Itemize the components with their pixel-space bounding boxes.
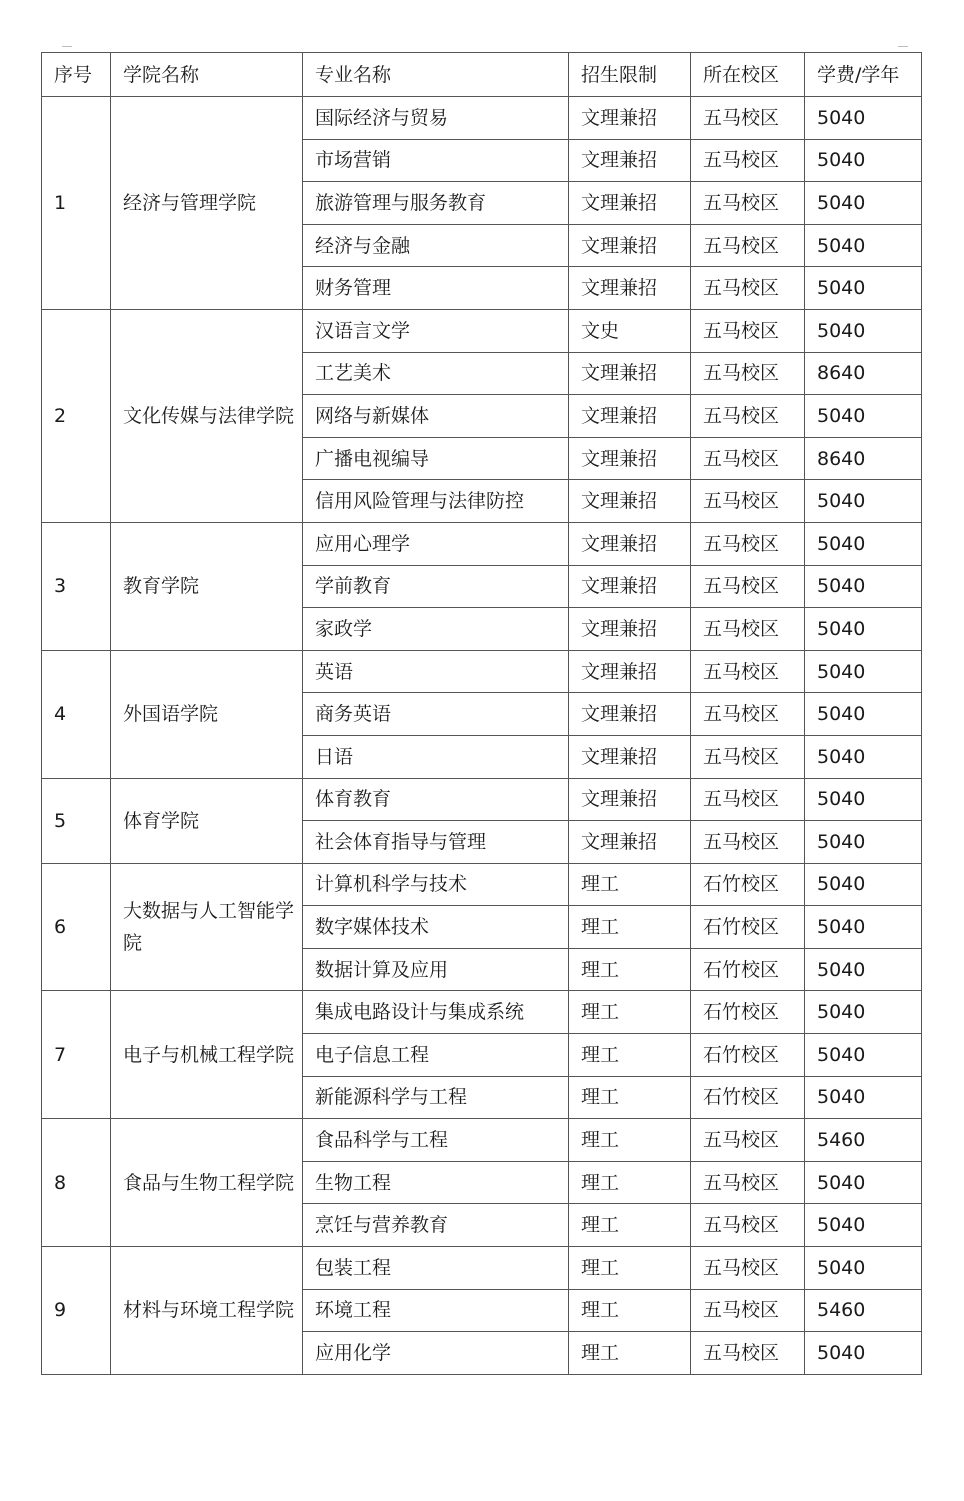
table-row [42,778,922,821]
tuition-cell: 5040 [805,1247,922,1290]
tuition-cell: 8640 [805,352,922,395]
tuition-cell: 5040 [805,1034,922,1077]
enrollment-limit-cell: 文理兼招 [569,267,691,310]
index-cell: 2 [42,309,111,522]
enrollment-limit-cell: 文理兼招 [569,395,691,438]
campus-cell: 石竹校区 [691,991,805,1034]
tuition-cell: 5040 [805,906,922,949]
major-cell: 新能源科学与工程 [303,1076,569,1119]
tuition-cell: 5460 [805,1119,922,1162]
college-cell: 大数据与人工智能学院 [111,863,303,991]
enrollment-limit-cell: 文史 [569,309,691,352]
enrollment-limit-cell: 文理兼招 [569,182,691,225]
campus-cell: 石竹校区 [691,1076,805,1119]
campus-cell: 五马校区 [691,693,805,736]
index-cell: 4 [42,650,111,778]
major-cell: 国际经济与贸易 [303,97,569,140]
major-cell: 食品科学与工程 [303,1119,569,1162]
table-row [42,863,922,906]
tuition-cell: 5040 [805,650,922,693]
college-cell: 体育学院 [111,778,303,863]
index-cell: 3 [42,522,111,650]
major-cell: 学前教育 [303,565,569,608]
campus-cell: 五马校区 [691,1161,805,1204]
major-cell: 数字媒体技术 [303,906,569,949]
enrollment-limit-cell: 理工 [569,991,691,1034]
campus-cell: 五马校区 [691,1204,805,1247]
tuition-cell: 5040 [805,139,922,182]
tuition-cell: 5040 [805,224,922,267]
major-cell: 家政学 [303,608,569,651]
majors-tuition-table [41,52,922,1375]
tuition-cell: 5040 [805,608,922,651]
campus-cell: 五马校区 [691,821,805,864]
enrollment-limit-cell: 理工 [569,1161,691,1204]
major-cell: 英语 [303,650,569,693]
index-cell: 8 [42,1119,111,1247]
major-cell: 汉语言文学 [303,309,569,352]
campus-cell: 五马校区 [691,437,805,480]
tuition-cell: 5040 [805,97,922,140]
major-cell: 旅游管理与服务教育 [303,182,569,225]
major-cell: 环境工程 [303,1289,569,1332]
campus-cell: 五马校区 [691,267,805,310]
enrollment-limit-cell: 理工 [569,948,691,991]
tuition-cell: 5040 [805,267,922,310]
campus-cell: 五马校区 [691,224,805,267]
header-campus: 所在校区 [691,53,805,97]
major-cell: 电子信息工程 [303,1034,569,1077]
enrollment-limit-cell: 理工 [569,1332,691,1375]
campus-cell: 五马校区 [691,565,805,608]
tuition-cell: 5040 [805,522,922,565]
campus-cell: 石竹校区 [691,863,805,906]
campus-cell: 五马校区 [691,97,805,140]
index-cell: 9 [42,1247,111,1375]
major-cell: 数据计算及应用 [303,948,569,991]
major-cell: 日语 [303,735,569,778]
campus-cell: 五马校区 [691,480,805,523]
enrollment-limit-cell: 文理兼招 [569,352,691,395]
table-row [42,309,922,352]
college-cell: 食品与生物工程学院 [111,1119,303,1247]
enrollment-limit-cell: 文理兼招 [569,224,691,267]
enrollment-limit-cell: 文理兼招 [569,139,691,182]
college-cell: 材料与环境工程学院 [111,1247,303,1375]
enrollment-limit-cell: 理工 [569,1119,691,1162]
index-cell: 5 [42,778,111,863]
major-cell: 集成电路设计与集成系统 [303,991,569,1034]
table-row [42,650,922,693]
major-cell: 烹饪与营养教育 [303,1204,569,1247]
campus-cell: 五马校区 [691,309,805,352]
header-index: 序号 [42,53,111,97]
table-header-row [42,53,922,97]
table-row [42,522,922,565]
major-cell: 网络与新媒体 [303,395,569,438]
enrollment-limit-cell: 文理兼招 [569,650,691,693]
campus-cell: 石竹校区 [691,948,805,991]
table-row [42,991,922,1034]
corner-mark [62,46,72,47]
enrollment-limit-cell: 理工 [569,1289,691,1332]
campus-cell: 五马校区 [691,182,805,225]
index-cell: 1 [42,97,111,310]
enrollment-limit-cell: 文理兼招 [569,608,691,651]
tuition-cell: 5040 [805,991,922,1034]
major-cell: 市场营销 [303,139,569,182]
campus-cell: 五马校区 [691,735,805,778]
college-cell: 教育学院 [111,522,303,650]
major-cell: 生物工程 [303,1161,569,1204]
enrollment-limit-cell: 理工 [569,1034,691,1077]
campus-cell: 五马校区 [691,1119,805,1162]
enrollment-limit-cell: 理工 [569,906,691,949]
enrollment-limit-cell: 理工 [569,1247,691,1290]
header-major: 专业名称 [303,53,569,97]
college-cell: 外国语学院 [111,650,303,778]
corner-mark [898,46,908,47]
campus-cell: 五马校区 [691,778,805,821]
campus-cell: 五马校区 [691,522,805,565]
enrollment-limit-cell: 理工 [569,1076,691,1119]
header-enrollment-limit: 招生限制 [569,53,691,97]
tuition-cell: 5460 [805,1289,922,1332]
major-cell: 经济与金融 [303,224,569,267]
table-row [42,97,922,140]
index-cell: 6 [42,863,111,991]
campus-cell: 五马校区 [691,1332,805,1375]
major-cell: 体育教育 [303,778,569,821]
enrollment-limit-cell: 文理兼招 [569,693,691,736]
tuition-cell: 5040 [805,778,922,821]
campus-cell: 五马校区 [691,139,805,182]
college-cell: 电子与机械工程学院 [111,991,303,1119]
tuition-cell: 5040 [805,182,922,225]
enrollment-limit-cell: 文理兼招 [569,437,691,480]
major-cell: 财务管理 [303,267,569,310]
tuition-cell: 5040 [805,480,922,523]
campus-cell: 石竹校区 [691,906,805,949]
tuition-cell: 5040 [805,309,922,352]
tuition-cell: 5040 [805,1204,922,1247]
header-tuition: 学费/学年 [805,53,922,97]
header-college: 学院名称 [111,53,303,97]
tuition-cell: 8640 [805,437,922,480]
enrollment-limit-cell: 文理兼招 [569,821,691,864]
enrollment-limit-cell: 理工 [569,1204,691,1247]
enrollment-limit-cell: 文理兼招 [569,778,691,821]
tuition-cell: 5040 [805,821,922,864]
major-cell: 商务英语 [303,693,569,736]
college-cell: 文化传媒与法律学院 [111,309,303,522]
enrollment-limit-cell: 文理兼招 [569,522,691,565]
campus-cell: 石竹校区 [691,1034,805,1077]
major-cell: 信用风险管理与法律防控 [303,480,569,523]
campus-cell: 五马校区 [691,650,805,693]
campus-cell: 五马校区 [691,352,805,395]
table-row [42,1247,922,1290]
table-row [42,1119,922,1162]
campus-cell: 五马校区 [691,608,805,651]
enrollment-limit-cell: 文理兼招 [569,565,691,608]
enrollment-limit-cell: 文理兼招 [569,97,691,140]
tuition-cell: 5040 [805,863,922,906]
tuition-cell: 5040 [805,395,922,438]
tuition-cell: 5040 [805,1076,922,1119]
major-cell: 计算机科学与技术 [303,863,569,906]
college-cell: 经济与管理学院 [111,97,303,310]
tuition-cell: 5040 [805,693,922,736]
tuition-cell: 5040 [805,735,922,778]
tuition-cell: 5040 [805,1332,922,1375]
major-cell: 广播电视编导 [303,437,569,480]
major-cell: 包装工程 [303,1247,569,1290]
campus-cell: 五马校区 [691,1289,805,1332]
tuition-cell: 5040 [805,565,922,608]
tuition-cell: 5040 [805,1161,922,1204]
enrollment-limit-cell: 文理兼招 [569,480,691,523]
index-cell: 7 [42,991,111,1119]
tuition-cell: 5040 [805,948,922,991]
major-cell: 工艺美术 [303,352,569,395]
enrollment-limit-cell: 理工 [569,863,691,906]
enrollment-limit-cell: 文理兼招 [569,735,691,778]
campus-cell: 五马校区 [691,395,805,438]
major-cell: 应用化学 [303,1332,569,1375]
major-cell: 应用心理学 [303,522,569,565]
campus-cell: 五马校区 [691,1247,805,1290]
major-cell: 社会体育指导与管理 [303,821,569,864]
